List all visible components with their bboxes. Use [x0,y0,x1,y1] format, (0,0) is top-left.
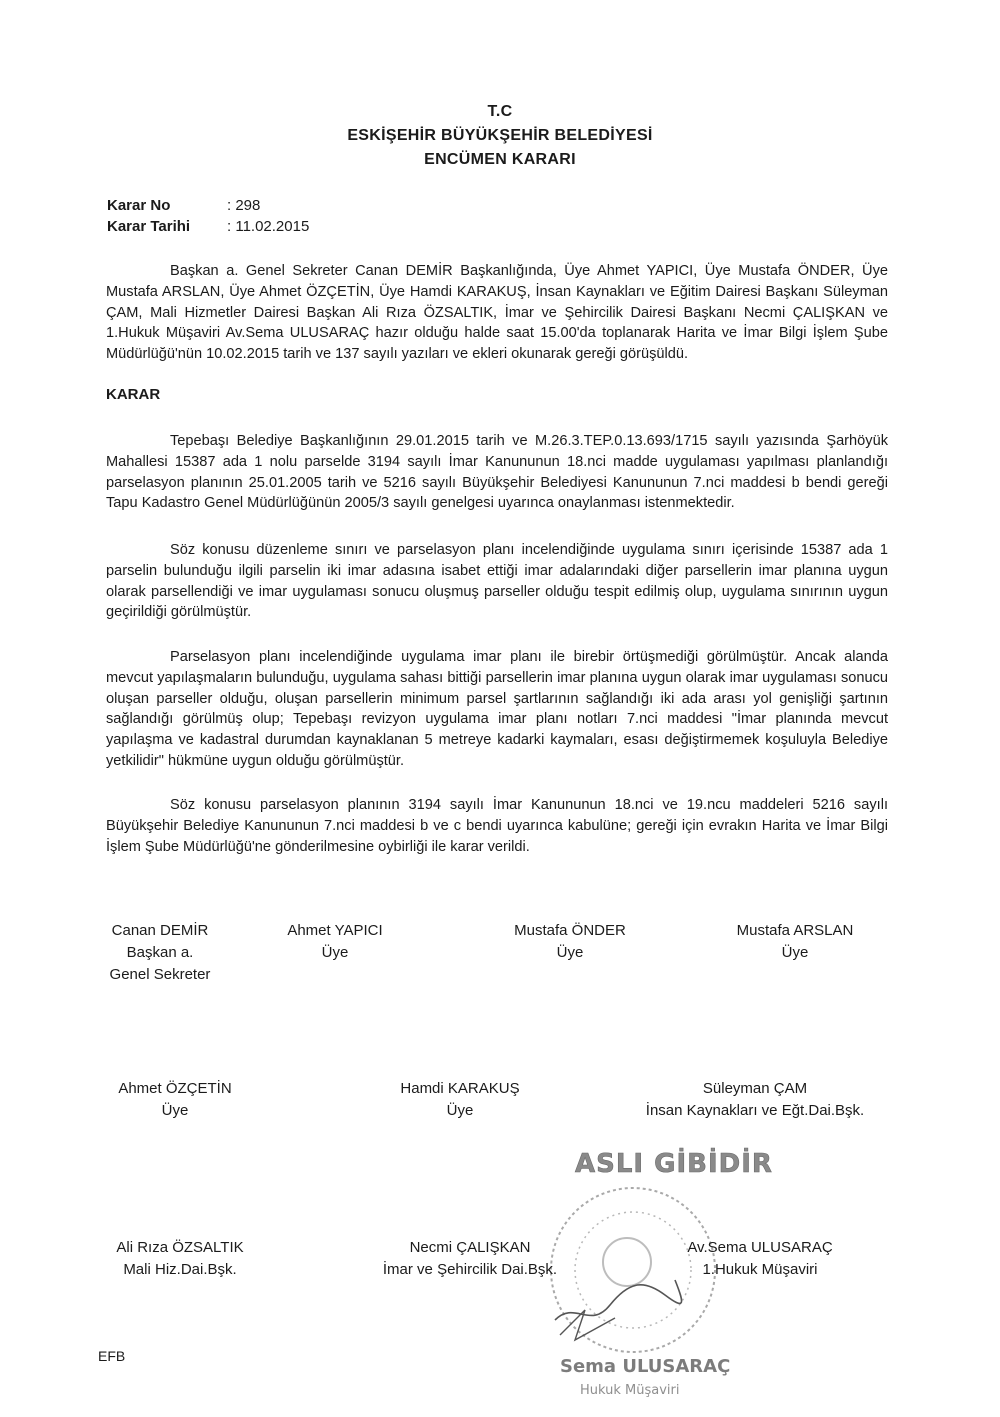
body-paragraph-1: Tepebaşı Belediye Başkanlığının 29.01.2015 tarih ve M.26.3.TEP.0.13.693/1715 sayılı yazısında Şarhöyük Mahallesi 15387 ada 1 nolu parselde 3194 sayılı İmar Kanununun 18.nci madde uygulaması yapılması planlandığı parselasyon planının 25.01.2005 tarih ve 5216 sayılı Büyükşehir Belediyesi Kanununun 7.nci maddesi b bendi gereği Tapu Kadastro Genel Müdürlüğünün 2005/3 sayılı genelgesi uyarınca onaylanması istenmektedir. [106,433,888,512]
signatory-title: Başkan a. [126,944,194,961]
handwritten-signature [555,1280,682,1320]
decision-number-label: Karar No [107,197,171,214]
signatory-7 [625,1078,885,1122]
signatory-8 [100,1237,260,1281]
signatory-title: 1.Hukuk Müşaviri [702,1261,818,1278]
signatory-name: Canan DEMİR [111,922,209,939]
signatory-name: Ahmet ÖZÇETİN [118,1080,232,1097]
signatory-title: Genel Sekreter [109,966,211,983]
signatory-name: Av.Sema ULUSARAÇ [687,1239,833,1256]
signatory-4 [720,920,870,964]
stamp-text-name: Sema ULUSARAÇ [560,1356,731,1377]
signatory-title: Üye [556,944,584,961]
decision-date-row [107,218,309,235]
signatory-name: Ahmet YAPICI [287,922,383,939]
stamp-text-top: ASLI GİBİDİR [575,1149,773,1179]
signatory-10 [670,1237,850,1281]
decision-number-row [107,197,260,214]
intro-paragraph: Başkan a. Genel Sekreter Canan DEMİR Başkanlığında, Üye Ahmet YAPICI, Üye Mustafa ÖNDER, Üye Mustafa ARSLAN, Üye Ahmet ÖZÇETİN, Üye Hamdi KARAKUŞ, İnsan Kaynakları ve Eğitim Dairesi Başkanı Süleyman ÇAM, Mali Hizmetler Dairesi Başkan Ali Rıza ÖZSALTIK, İmar ve Şehircilik Dairesi Başkanı Necmi ÇALIŞKAN ve 1.Hukuk Müşaviri Av.Sema ULUSARAÇ hazır olduğu halde saat 15.00'da toplanarak Harita ve İmar Bilgi İşlem Şube Müdürlüğü'nün 10.02.2015 tarih ve 137 sayılı yazıları ve ekleri okunarak gereği görüşüldü. [106,263,888,363]
signatory-9 [370,1237,570,1281]
decision-date-value: : 11.02.2015 [227,218,310,235]
signatory-title: Üye [161,1102,189,1119]
signatory-2 [270,920,400,964]
signatory-name: Necmi ÇALIŞKAN [409,1239,531,1256]
signatory-title: İnsan Kaynakları ve Eğt.Dai.Bşk. [645,1102,865,1119]
body-paragraph-2: Söz konusu düzenleme sınırı ve parselasyon planı incelendiğinde uygulama sınırı içerisinde 15387 ada 1 parselin bulunduğu ilgili parselin iki imar adasına isabet ettiği imar adalarındaki diğer parsellerin imar planına uygun olarak parsellendiği ve imar uygulaması sonucu oluşmuş parseller olduğu tespit edilmiş olup, uygulama sınırının uygun geçirildiği görülmüştür. [106,542,888,621]
body-paragraph-3: Parselasyon planı incelendiğinde uygulama imar planı ile birebir örtüşmediği görülmüştür. Ancak alanda mevcut yapılaşmaların bulunduğu, uygulama sahası bittiği parsellerin imar planına uygun olarak imar uygulaması sonucu oluşan parseller olduğu, oluşan parsellerin minimum parsel şartlarının sağlandığı iki ada arası yol genişliği şartının sağlandığı görülmüş olup; Tepebaşı revizyon uygulama imar planı notları 7.nci maddesi "İmar planında mevcut yapılaşma ve kadastral durumdan kaynaklanan 5 metreye kadarki kaymaları, esası değiştirmemek koşuluyla Belediye yetkilidir" hükmüne uygun olduğu görülmüştür. [106,649,888,769]
body-paragraph-4: Söz konusu parselasyon planının 3194 sayılı İmar Kanununun 18.nci ve 19.ncu maddeleri 5216 sayılı Büyükşehir Belediye Kanununun 7.nci maddesi b ve c bendi uyarınca kabulüne; gereği için evrakın Harita ve İmar Bilgi İşlem Şube Müdürlüğü'ne gönderilmesine oybirliği ile karar verildi. [106,797,888,855]
signatory-5 [100,1078,250,1122]
header-document-type: ENCÜMEN KARARI [424,151,576,168]
signatory-3 [495,920,645,964]
signatory-name: Mustafa ARSLAN [736,922,854,939]
decision-date-label: Karar Tarihi [107,218,191,235]
header-institution: ESKİŞEHİR BÜYÜKŞEHİR BELEDİYESİ [347,127,653,144]
stamp-emblem [603,1238,651,1286]
signatory-title: İmar ve Şehircilik Dai.Bşk. [382,1261,558,1278]
signatory-title: Üye [446,1102,474,1119]
header-tc: T.C [487,103,513,120]
signatory-6 [385,1078,535,1122]
signatory-name: Ali Rıza ÖZSALTIK [116,1239,244,1256]
signatory-name: Süleyman ÇAM [702,1080,808,1097]
stamp-text-title: Hukuk Müşaviri [580,1383,680,1398]
footer-code: EFB [98,1348,126,1364]
signatory-1 [95,920,225,986]
signatory-title: Mali Hiz.Dai.Bşk. [123,1261,237,1278]
decision-number-value: : 298 [227,197,261,214]
signatory-name: Hamdi KARAKUŞ [400,1080,520,1097]
signatory-title: Üye [321,944,349,961]
decision-heading: KARAR [106,386,161,403]
signatory-title: Üye [781,944,809,961]
signatory-name: Mustafa ÖNDER [514,922,626,939]
